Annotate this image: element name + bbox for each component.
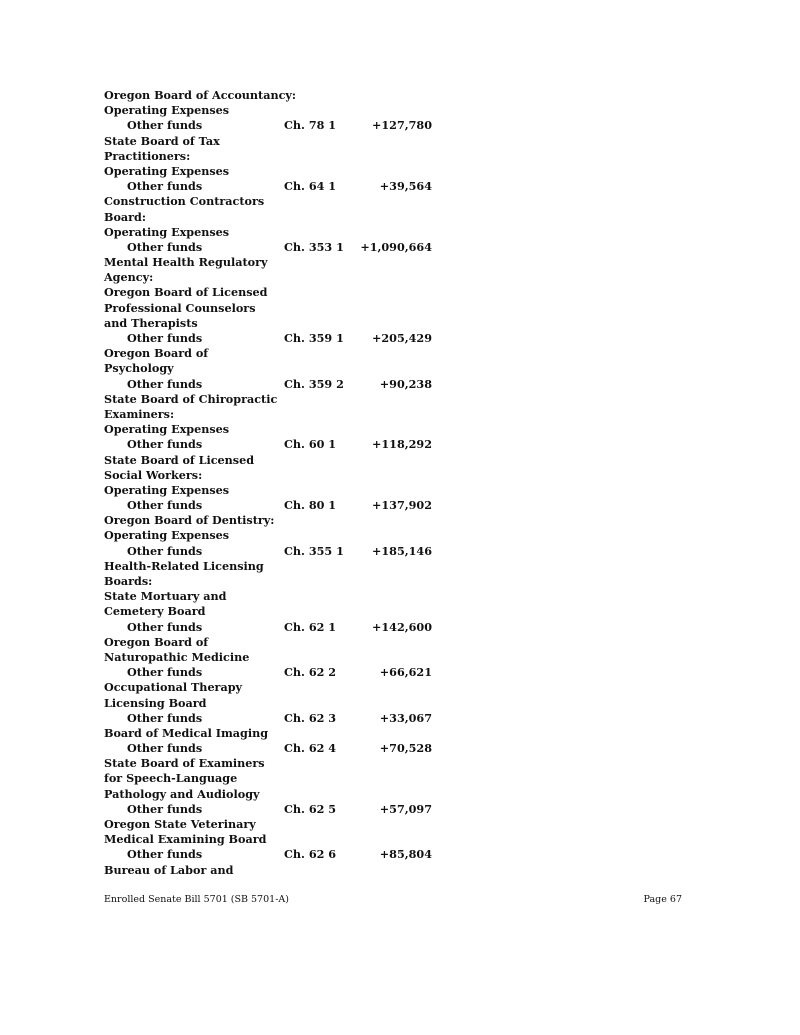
amount-value: +118,292 bbox=[372, 437, 432, 452]
fund-row bbox=[104, 437, 444, 452]
fund-row bbox=[104, 240, 444, 255]
agency-heading: Professional Counselors bbox=[104, 300, 256, 315]
fund-row bbox=[104, 802, 444, 817]
agency-heading: State Board of Tax bbox=[104, 133, 220, 148]
amount-value: +127,780 bbox=[372, 118, 432, 133]
agency-heading: Operating Expenses bbox=[104, 224, 230, 239]
fund-row bbox=[104, 847, 444, 862]
amount-value: +142,600 bbox=[372, 619, 432, 634]
fund-row bbox=[104, 331, 444, 346]
amount-value: +205,429 bbox=[372, 331, 432, 345]
fund-label: Other funds bbox=[127, 847, 203, 862]
amount-value: +33,067 bbox=[379, 710, 432, 725]
fund-label: Other funds bbox=[127, 710, 203, 725]
fund-label: Other funds bbox=[127, 331, 203, 345]
chapter-reference: Ch. 359 1 bbox=[284, 331, 344, 345]
agency-heading: Licensing Board bbox=[104, 695, 207, 710]
agency-heading: State Mortuary and bbox=[104, 589, 227, 604]
agency-heading: Oregon State Veterinary bbox=[104, 817, 256, 831]
fund-label: Other funds bbox=[127, 665, 203, 680]
chapter-reference: Ch. 359 2 bbox=[284, 376, 344, 391]
agency-heading: Board of Medical Imaging bbox=[104, 725, 269, 740]
fund-row bbox=[104, 665, 444, 680]
agency-heading: Naturopathic Medicine bbox=[104, 649, 250, 664]
page-number: Page 67 bbox=[643, 894, 682, 905]
chapter-reference: Ch. 80 1 bbox=[284, 498, 337, 513]
fund-label: Other funds bbox=[127, 239, 203, 254]
chapter-reference: Ch. 62 3 bbox=[284, 710, 337, 725]
chapter-reference: Ch. 64 1 bbox=[284, 179, 337, 194]
fund-label: Other funds bbox=[127, 498, 203, 513]
fund-label: Other funds bbox=[127, 179, 203, 194]
fund-row bbox=[104, 498, 444, 513]
agency-heading: Psychology bbox=[104, 361, 174, 376]
agency-heading: and Therapists bbox=[104, 315, 198, 330]
chapter-reference: Ch. 60 1 bbox=[284, 437, 337, 452]
agency-heading: Cemetery Board bbox=[104, 604, 206, 619]
fund-label: Other funds bbox=[127, 741, 203, 756]
agency-heading: Operating Expenses bbox=[104, 422, 230, 437]
chapter-reference: Ch. 355 1 bbox=[284, 543, 344, 558]
amount-value: +90,238 bbox=[379, 376, 432, 391]
agency-heading: Pathology and Audiology bbox=[104, 786, 260, 801]
amount-value: +39,564 bbox=[379, 179, 432, 194]
fund-row bbox=[104, 179, 444, 194]
agency-heading: Construction Contractors bbox=[104, 194, 265, 209]
amount-value: +137,902 bbox=[372, 498, 432, 513]
bill-identifier: Enrolled Senate Bill 5701 (SB 5701-A) bbox=[104, 894, 289, 905]
fund-label: Other funds bbox=[127, 118, 203, 133]
agency-heading: Operating Expenses bbox=[104, 163, 230, 178]
agency-heading: Oregon Board of Licensed bbox=[104, 285, 268, 300]
agency-heading: State Board of Chiropractic bbox=[104, 391, 278, 406]
amount-value: +185,146 bbox=[372, 543, 432, 558]
chapter-reference: Ch. 62 1 bbox=[284, 619, 337, 634]
agency-heading: Operating Expenses bbox=[104, 528, 230, 543]
amount-value: +66,621 bbox=[379, 665, 432, 680]
fund-label: Other funds bbox=[127, 437, 203, 452]
agency-heading: for Speech-Language bbox=[104, 771, 238, 786]
agency-heading: Oregon Board of bbox=[104, 634, 209, 649]
fund-label: Other funds bbox=[127, 543, 203, 558]
agency-heading: Examiners: bbox=[104, 406, 175, 421]
agency-heading: Mental Health Regulatory bbox=[104, 255, 268, 270]
agency-heading: Boards: bbox=[104, 574, 153, 588]
agency-heading: Occupational Therapy bbox=[104, 680, 243, 695]
fund-label: Other funds bbox=[127, 801, 203, 816]
fund-row bbox=[104, 620, 444, 635]
amount-value: +57,097 bbox=[379, 801, 432, 816]
agency-heading: Social Workers: bbox=[104, 467, 203, 482]
chapter-reference: Ch. 62 5 bbox=[284, 801, 337, 816]
agency-heading: Oregon Board of Accountancy: bbox=[104, 88, 297, 102]
agency-heading: State Board of Licensed bbox=[104, 452, 255, 467]
agency-heading: Operating Expenses bbox=[104, 482, 230, 497]
agency-heading: Practitioners: bbox=[104, 148, 191, 163]
chapter-reference: Ch. 62 4 bbox=[284, 741, 337, 756]
agency-heading: Health-Related Licensing bbox=[104, 558, 264, 573]
fund-label: Other funds bbox=[127, 619, 203, 634]
chapter-reference: Ch. 62 6 bbox=[284, 847, 337, 862]
chapter-reference: Ch. 62 2 bbox=[284, 665, 337, 680]
agency-heading: Oregon Board of bbox=[104, 346, 209, 361]
agency-heading: Agency: bbox=[104, 270, 154, 285]
agency-heading: Oregon Board of Dentistry: bbox=[104, 513, 275, 528]
agency-heading: State Board of Examiners bbox=[104, 756, 265, 771]
fund-row bbox=[104, 544, 444, 559]
amount-value: +1,090,664 bbox=[360, 239, 432, 254]
agency-heading: Operating Expenses bbox=[104, 103, 230, 118]
agency-heading: Medical Examining Board bbox=[104, 832, 267, 847]
fund-row bbox=[104, 741, 444, 756]
amount-value: +70,528 bbox=[379, 741, 432, 756]
agency-heading: Board: bbox=[104, 209, 147, 224]
chapter-reference: Ch. 78 1 bbox=[284, 118, 337, 133]
fund-row bbox=[104, 711, 444, 726]
fund-label: Other funds bbox=[127, 376, 203, 391]
appropriations-list bbox=[104, 88, 444, 878]
fund-row bbox=[104, 118, 444, 133]
amount-value: +85,804 bbox=[379, 847, 432, 862]
fund-row bbox=[104, 377, 444, 392]
chapter-reference: Ch. 353 1 bbox=[284, 239, 344, 254]
agency-heading: Bureau of Labor and bbox=[104, 862, 234, 877]
